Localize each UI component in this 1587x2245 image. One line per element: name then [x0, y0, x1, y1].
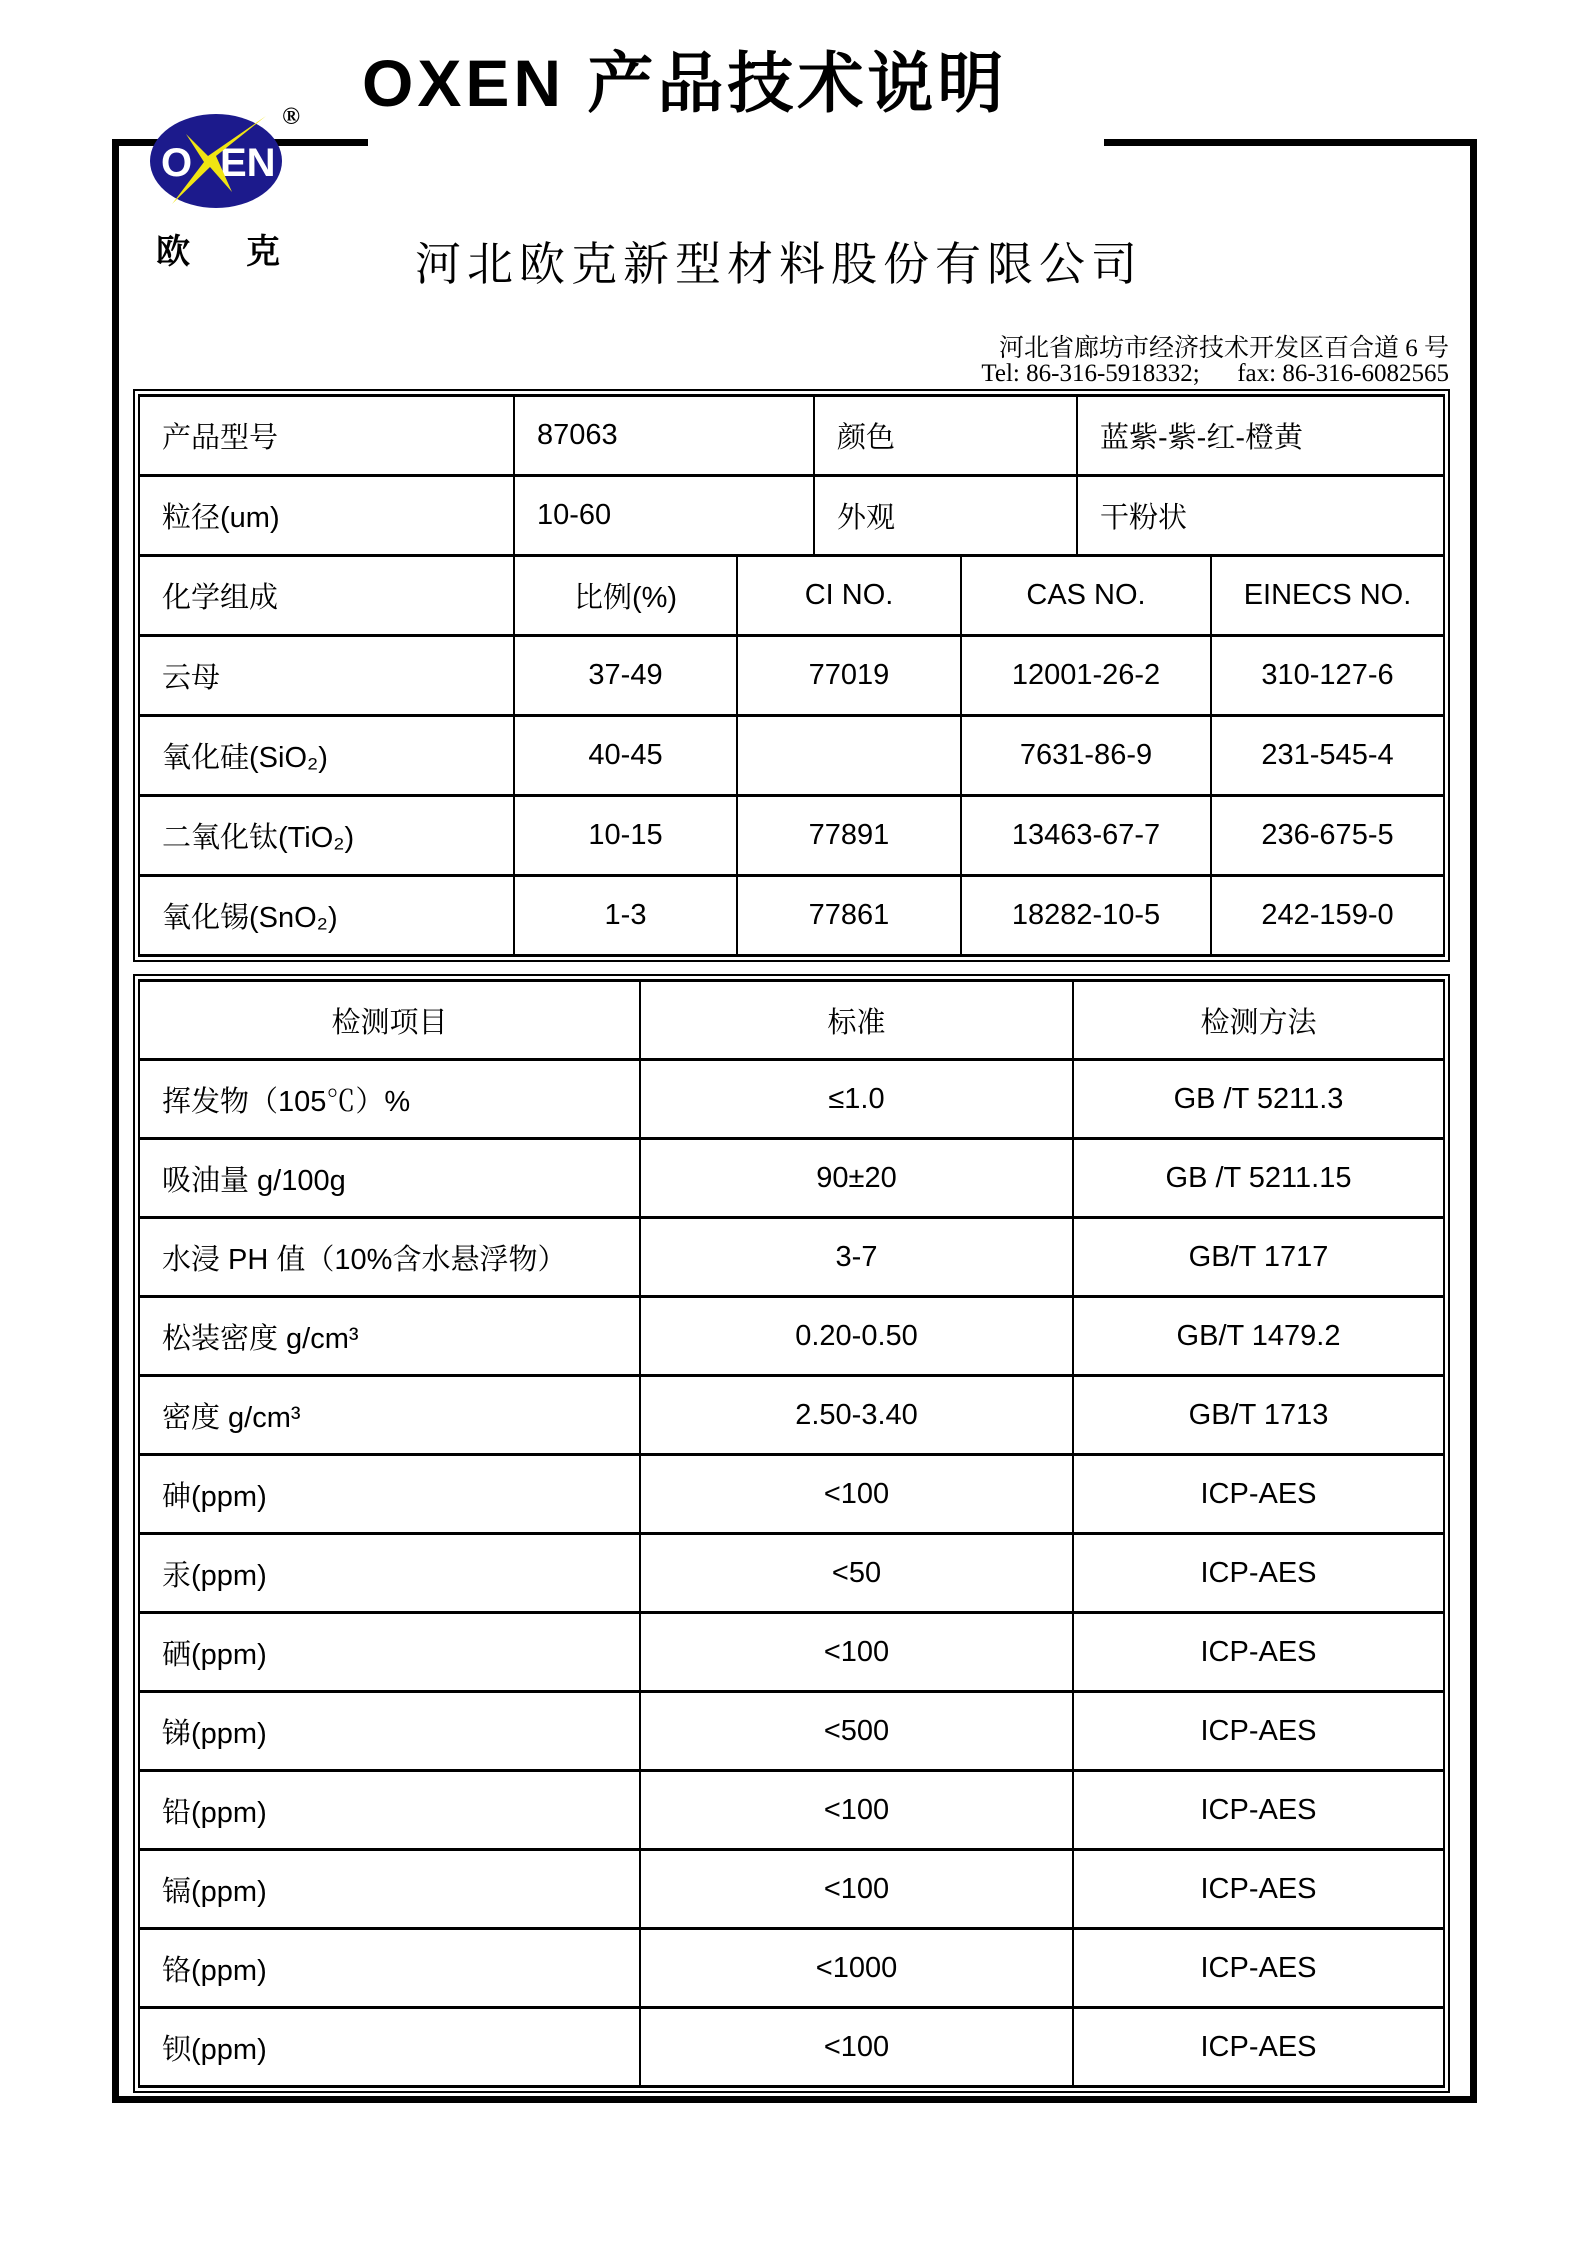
table-row — [139, 716, 1444, 796]
product-info-table — [138, 394, 1445, 554]
table-cell: 吸油量 g/100g — [139, 1139, 640, 1218]
table-cell: 密度 g/cm³ — [139, 1376, 640, 1455]
company-contact: Tel: 86-316-5918332; fax: 86-316-6082565 — [981, 360, 1449, 387]
table-row — [139, 1613, 1444, 1692]
table-header-row — [139, 556, 1444, 636]
table-cell: <100 — [640, 1613, 1073, 1692]
table-cell: 77861 — [737, 876, 961, 956]
table-cell: <100 — [640, 1850, 1073, 1929]
table-row — [139, 1060, 1444, 1139]
product-model-value: 87063 — [514, 396, 814, 476]
table-row — [139, 1929, 1444, 2008]
table-cell: 铅(ppm) — [139, 1771, 640, 1850]
table-cell: 挥发物（105℃）% — [139, 1060, 640, 1139]
table-cell: GB /T 5211.3 — [1073, 1060, 1444, 1139]
table-cell: <100 — [640, 1771, 1073, 1850]
table-cell: ICP-AES — [1073, 1850, 1444, 1929]
test-header-cell: 检测项目 — [139, 981, 640, 1060]
table-cell: <50 — [640, 1534, 1073, 1613]
table-cell: 37-49 — [514, 636, 737, 716]
table-cell: 12001-26-2 — [961, 636, 1211, 716]
table-cell: 13463-67-7 — [961, 796, 1211, 876]
table-cell: 松装密度 g/cm³ — [139, 1297, 640, 1376]
table-cell: <100 — [640, 2008, 1073, 2087]
table-row — [139, 876, 1444, 956]
table-cell: 0.20-0.50 — [640, 1297, 1073, 1376]
table-cell: 镉(ppm) — [139, 1850, 640, 1929]
table-cell: GB/T 1717 — [1073, 1218, 1444, 1297]
table-cell: <100 — [640, 1455, 1073, 1534]
test-header-cell: 标准 — [640, 981, 1073, 1060]
table-row — [139, 1771, 1444, 1850]
appearance-label: 外观 — [814, 476, 1077, 555]
table-cell: <500 — [640, 1692, 1073, 1771]
table-cell: GB/T 1713 — [1073, 1376, 1444, 1455]
table-cell: ICP-AES — [1073, 1929, 1444, 2008]
test-header-cell: 检测方法 — [1073, 981, 1444, 1060]
composition-header-cell: 比例(%) — [514, 556, 737, 636]
test-table — [138, 979, 1445, 2088]
table-row — [139, 1850, 1444, 1929]
table-cell: 242-159-0 — [1211, 876, 1444, 956]
color-value: 蓝紫-紫-红-橙黄 — [1077, 396, 1444, 476]
table-cell: 77891 — [737, 796, 961, 876]
table-cell: 1-3 — [514, 876, 737, 956]
table-cell: 砷(ppm) — [139, 1455, 640, 1534]
particle-size-value: 10-60 — [514, 476, 814, 555]
table-cell: GB/T 1479.2 — [1073, 1297, 1444, 1376]
product-model-label: 产品型号 — [139, 396, 514, 476]
table-cell: 硒(ppm) — [139, 1613, 640, 1692]
composition-header-cell: CI NO. — [737, 556, 961, 636]
table-cell: 40-45 — [514, 716, 737, 796]
table-cell: GB /T 5211.15 — [1073, 1139, 1444, 1218]
registered-trademark-icon: ® — [282, 104, 300, 130]
appearance-value: 干粉状 — [1077, 476, 1444, 555]
table-cell: ICP-AES — [1073, 1455, 1444, 1534]
table-row — [139, 1218, 1444, 1297]
table-cell: 77019 — [737, 636, 961, 716]
color-label: 颜色 — [814, 396, 1077, 476]
table-row — [139, 1139, 1444, 1218]
table-cell: ICP-AES — [1073, 1692, 1444, 1771]
table-cell: 二氧化钛(TiO₂) — [139, 796, 514, 876]
table-cell: 310-127-6 — [1211, 636, 1444, 716]
table-cell: 18282-10-5 — [961, 876, 1211, 956]
table-cell: 汞(ppm) — [139, 1534, 640, 1613]
table-cell: 锑(ppm) — [139, 1692, 640, 1771]
table-cell: 水浸 PH 值（10%含水悬浮物） — [139, 1218, 640, 1297]
table-cell: 2.50-3.40 — [640, 1376, 1073, 1455]
table-cell: 氧化硅(SiO₂) — [139, 716, 514, 796]
logo-caption — [156, 224, 280, 273]
oxen-logo-icon — [148, 112, 284, 210]
table-row — [139, 796, 1444, 876]
table-cell — [737, 716, 961, 796]
svg-text:O: O — [161, 141, 193, 185]
company-name: 河北欧克新型材料股份有限公司 — [415, 239, 1143, 290]
product-table-wrapper — [133, 389, 1450, 962]
table-cell: 236-675-5 — [1211, 796, 1444, 876]
table-cell: 云母 — [139, 636, 514, 716]
table-cell: 90±20 — [640, 1139, 1073, 1218]
table-cell: ICP-AES — [1073, 1771, 1444, 1850]
svg-text:EN: EN — [220, 141, 276, 185]
table-cell: 铬(ppm) — [139, 1929, 640, 2008]
page-title: OXEN 产品技术说明 — [362, 46, 1008, 120]
table-cell: 231-545-4 — [1211, 716, 1444, 796]
composition-table — [138, 554, 1445, 957]
logo-caption-left: 欧 — [156, 233, 190, 271]
logo-caption-right: 克 — [246, 233, 280, 271]
composition-header-cell: 化学组成 — [139, 556, 514, 636]
table-row — [139, 476, 1444, 555]
table-row — [139, 1297, 1444, 1376]
table-row — [139, 1534, 1444, 1613]
table-row — [139, 2008, 1444, 2087]
composition-header-cell: EINECS NO. — [1211, 556, 1444, 636]
table-cell: <1000 — [640, 1929, 1073, 2008]
company-address: 河北省廊坊市经济技术开发区百合道 6 号 — [998, 335, 1449, 362]
composition-header-cell: CAS NO. — [961, 556, 1211, 636]
table-cell: 7631-86-9 — [961, 716, 1211, 796]
table-cell: ICP-AES — [1073, 1613, 1444, 1692]
table-row — [139, 1376, 1444, 1455]
table-cell: ICP-AES — [1073, 1534, 1444, 1613]
table-header-row — [139, 981, 1444, 1060]
table-row — [139, 636, 1444, 716]
particle-size-label: 粒径(um) — [139, 476, 514, 555]
table-cell: 钡(ppm) — [139, 2008, 640, 2087]
test-table-wrapper — [133, 974, 1450, 2093]
table-cell: 3-7 — [640, 1218, 1073, 1297]
table-cell: 10-15 — [514, 796, 737, 876]
table-cell: ICP-AES — [1073, 2008, 1444, 2087]
table-row — [139, 1692, 1444, 1771]
table-row — [139, 396, 1444, 476]
table-cell: ≤1.0 — [640, 1060, 1073, 1139]
oxen-logo — [148, 104, 300, 273]
table-row — [139, 1455, 1444, 1534]
table-cell: 氧化锡(SnO₂) — [139, 876, 514, 956]
